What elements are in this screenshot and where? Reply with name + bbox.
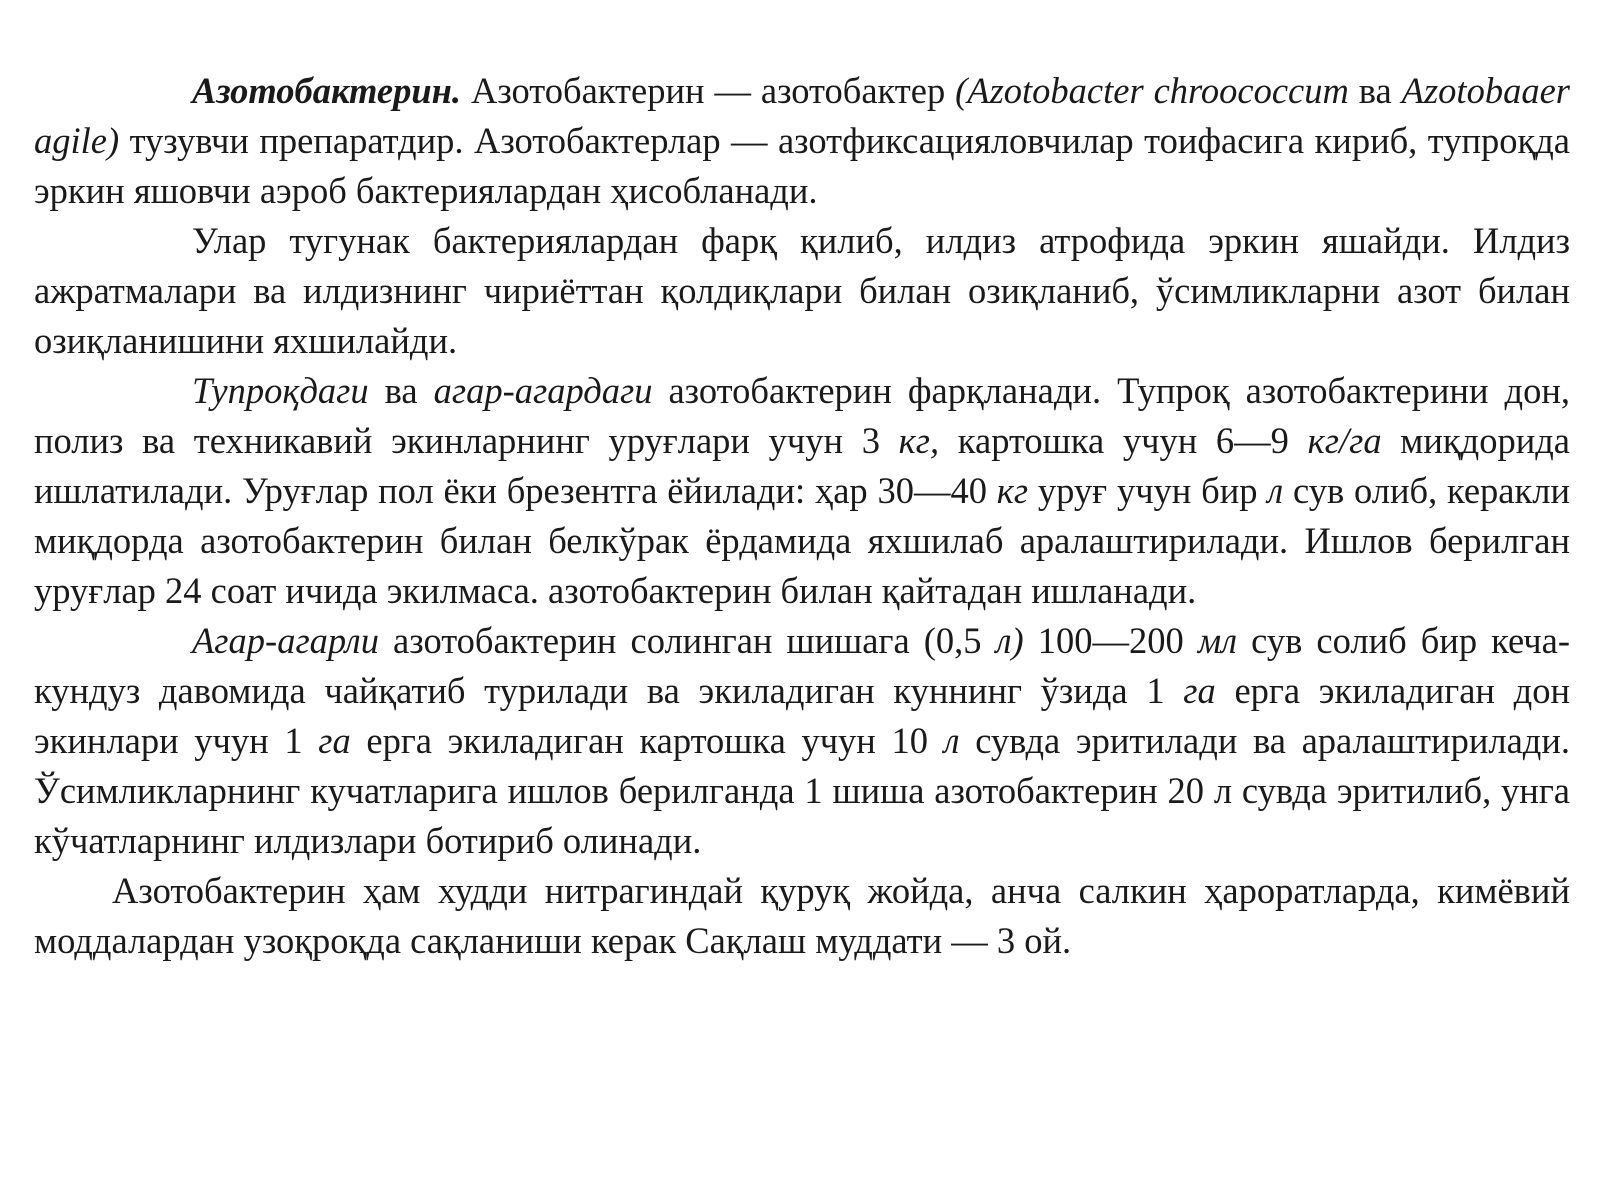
unit-run: л) [995, 620, 1024, 661]
text-run: ерга экиладиган картошка учун 10 [350, 720, 944, 761]
text-run: ерга экиладиган дон экинлари учун 1 [34, 670, 1570, 761]
text-run: азотобактерин солинган шишага (0,5 [378, 620, 996, 661]
text-run: сув солиб бир кеча-кундуз давомида чайқатиб турилади ва экиладиган куннинг ўзида 1 [34, 620, 1570, 711]
text-run: Азотобактерин — азотобактер [461, 70, 956, 111]
unit-run: кг [996, 470, 1029, 511]
paragraph-root-habitat [34, 216, 1570, 366]
italic-run: Тупроқдаги [192, 370, 369, 411]
unit-run: кг/га [1307, 420, 1382, 461]
text-run: Улар тугунак бактериялардан фарқ қилиб, илдиз атрофида эркин яшайди. Илдиз ажратмалари ва илдизнинг чириёттан қолдиқлари билан озиқланиб, ўсимликларни азот билан озиқланишини яхшилайди. [34, 220, 1570, 361]
italic-run: агар-агардаги [433, 370, 653, 411]
unit-run: л [1267, 470, 1284, 511]
text-run: Азотобактерин ҳам худди нитрагиндай қуруқ жойда, анча салкин ҳароратларда, кимёвий моддалардан узоқроқда сақланиши керак Сақлаш муддати — 3 ой. [34, 870, 1570, 961]
text-run: ва [1348, 70, 1402, 111]
text-run: азотобактерин фарқланади. Тупроқ азотобактерини дон, полиз ва техникавий экинларнинг уруғлари учун 3 [34, 370, 1570, 461]
unit-run: га [1183, 670, 1216, 711]
text-run: тузувчи препаратдир. Азотобактерлар — азотфиксацияловчилар тоифасига кириб, тупроқда эркин яшовчи аэроб бактериялардан ҳисобланади. [34, 120, 1570, 211]
paragraph-storage [34, 866, 1570, 966]
text-run: 100—200 [1023, 620, 1198, 661]
paragraph-soil-and-agar-types [34, 366, 1570, 616]
text-run: сувда эритилади ва аралаштирилади. Ўсимликларнинг кучатларига ишлов берилганда 1 шиша азотобактерин 20 л сувда эритилиб, унга кўчатларнинг илдизлари ботириб олинади. [34, 720, 1570, 861]
italic-run: Azotobaaer agile) [34, 70, 1570, 161]
unit-run: га [318, 720, 351, 761]
italic-run: (Azotobacter chroococcum [955, 70, 1349, 111]
unit-run: мл [1197, 620, 1238, 661]
text-run: ва [368, 370, 434, 411]
text-run: картошка учун 6—9 [939, 420, 1308, 461]
section-heading: Азотобактерин. [192, 70, 462, 111]
paragraph-azotobacterin-intro [34, 66, 1570, 216]
text-run: уруғ учун бир [1028, 470, 1268, 511]
text-run: миқдорида ишлатилади. Уруғлар пол ёки брезентга ёйилади: ҳар 30—40 [34, 420, 1571, 511]
text-run: сув олиб, керакли миқдорда азотобактерин билан белкўрак ёрдамида яхшилаб аралаштирилади. Ишлов берилган уруғлар 24 соат ичида экилмаса. азотобактерин билан қайтадан ишланади. [34, 470, 1570, 611]
paragraph-agar-usage [34, 616, 1570, 866]
unit-run: л [943, 720, 960, 761]
unit-run: кг, [898, 420, 940, 461]
italic-run: Агар-агарли [192, 620, 379, 661]
